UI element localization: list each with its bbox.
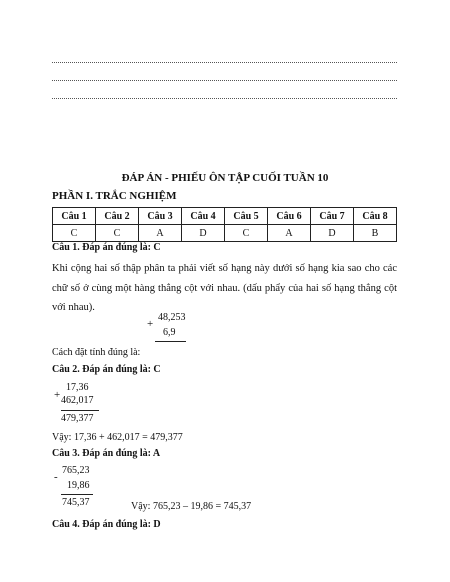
table-header-cell: Câu 8 xyxy=(354,208,397,225)
q2-number-1: 17,36 xyxy=(66,382,89,393)
q3-number-1: 765,23 xyxy=(62,465,90,476)
table-answer-cell: C xyxy=(53,225,96,242)
q2-conclusion: Vậy: 17,36 + 462,017 = 479,377 xyxy=(52,432,183,443)
table-header-cell: Câu 1 xyxy=(53,208,96,225)
q3-heading: Câu 3. Đáp án đúng là: A xyxy=(52,448,161,459)
q2-operator: + xyxy=(54,389,61,401)
q2-result: 479,377 xyxy=(61,413,94,424)
table-header-cell: Câu 3 xyxy=(139,208,182,225)
q1-number-1: 48,253 xyxy=(158,312,186,323)
q3-conclusion: Vậy: 765,23 – 19,86 = 745,37 xyxy=(131,501,252,512)
table-header-cell: Câu 5 xyxy=(225,208,268,225)
q3-difference-line xyxy=(61,494,93,495)
q2-number-2: 462,017 xyxy=(61,395,94,406)
q1-explanation: Khi cộng hai số thập phân ta phải viết số hạng này dưới số hạng kia sao cho các chữ số ở cùng một hàng thẳng cột với nhau. (dấu phẩy của hai số hạng thẳng cột với nhau). xyxy=(52,263,397,313)
q3-operator: - xyxy=(54,471,58,483)
table-header-cell: Câu 7 xyxy=(311,208,354,225)
table-answer-cell: C xyxy=(225,225,268,242)
q3-result: 745,37 xyxy=(62,497,90,508)
table-answer-cell: A xyxy=(139,225,182,242)
table-header-cell: Câu 4 xyxy=(182,208,225,225)
q4-heading: Câu 4. Đáp án đúng là: D xyxy=(52,519,161,530)
q2-sum-line xyxy=(61,410,99,411)
q3-number-2: 19,86 xyxy=(67,480,90,491)
q1-heading: Câu 1. Đáp án đúng là: C xyxy=(52,242,161,253)
table-header-cell: Câu 2 xyxy=(96,208,139,225)
answer-table-header-row xyxy=(53,208,397,225)
table-answer-cell: B xyxy=(354,225,397,242)
dotted-line-2 xyxy=(52,80,397,81)
table-answer-cell: D xyxy=(182,225,225,242)
table-answer-cell: D xyxy=(311,225,354,242)
q2-heading: Câu 2. Đáp án đúng là: C xyxy=(52,364,161,375)
table-answer-cell: A xyxy=(268,225,311,242)
answer-table-answer-row xyxy=(53,225,397,242)
dotted-line-1 xyxy=(52,62,397,63)
answer-table xyxy=(52,207,397,242)
table-answer-cell: C xyxy=(96,225,139,242)
dotted-line-3 xyxy=(52,98,397,99)
q1-operator: + xyxy=(147,318,154,330)
q1-sum-line xyxy=(155,341,186,342)
q1-number-2: 6,9 xyxy=(163,327,176,338)
page-title: ĐÁP ÁN - PHIẾU ÔN TẬP CUỐI TUẦN 10 xyxy=(121,172,329,184)
q1-caption: Cách đặt tính đúng là: xyxy=(52,347,141,358)
table-header-cell: Câu 6 xyxy=(268,208,311,225)
section-heading: PHẦN I. TRẮC NGHIỆM xyxy=(52,190,177,202)
